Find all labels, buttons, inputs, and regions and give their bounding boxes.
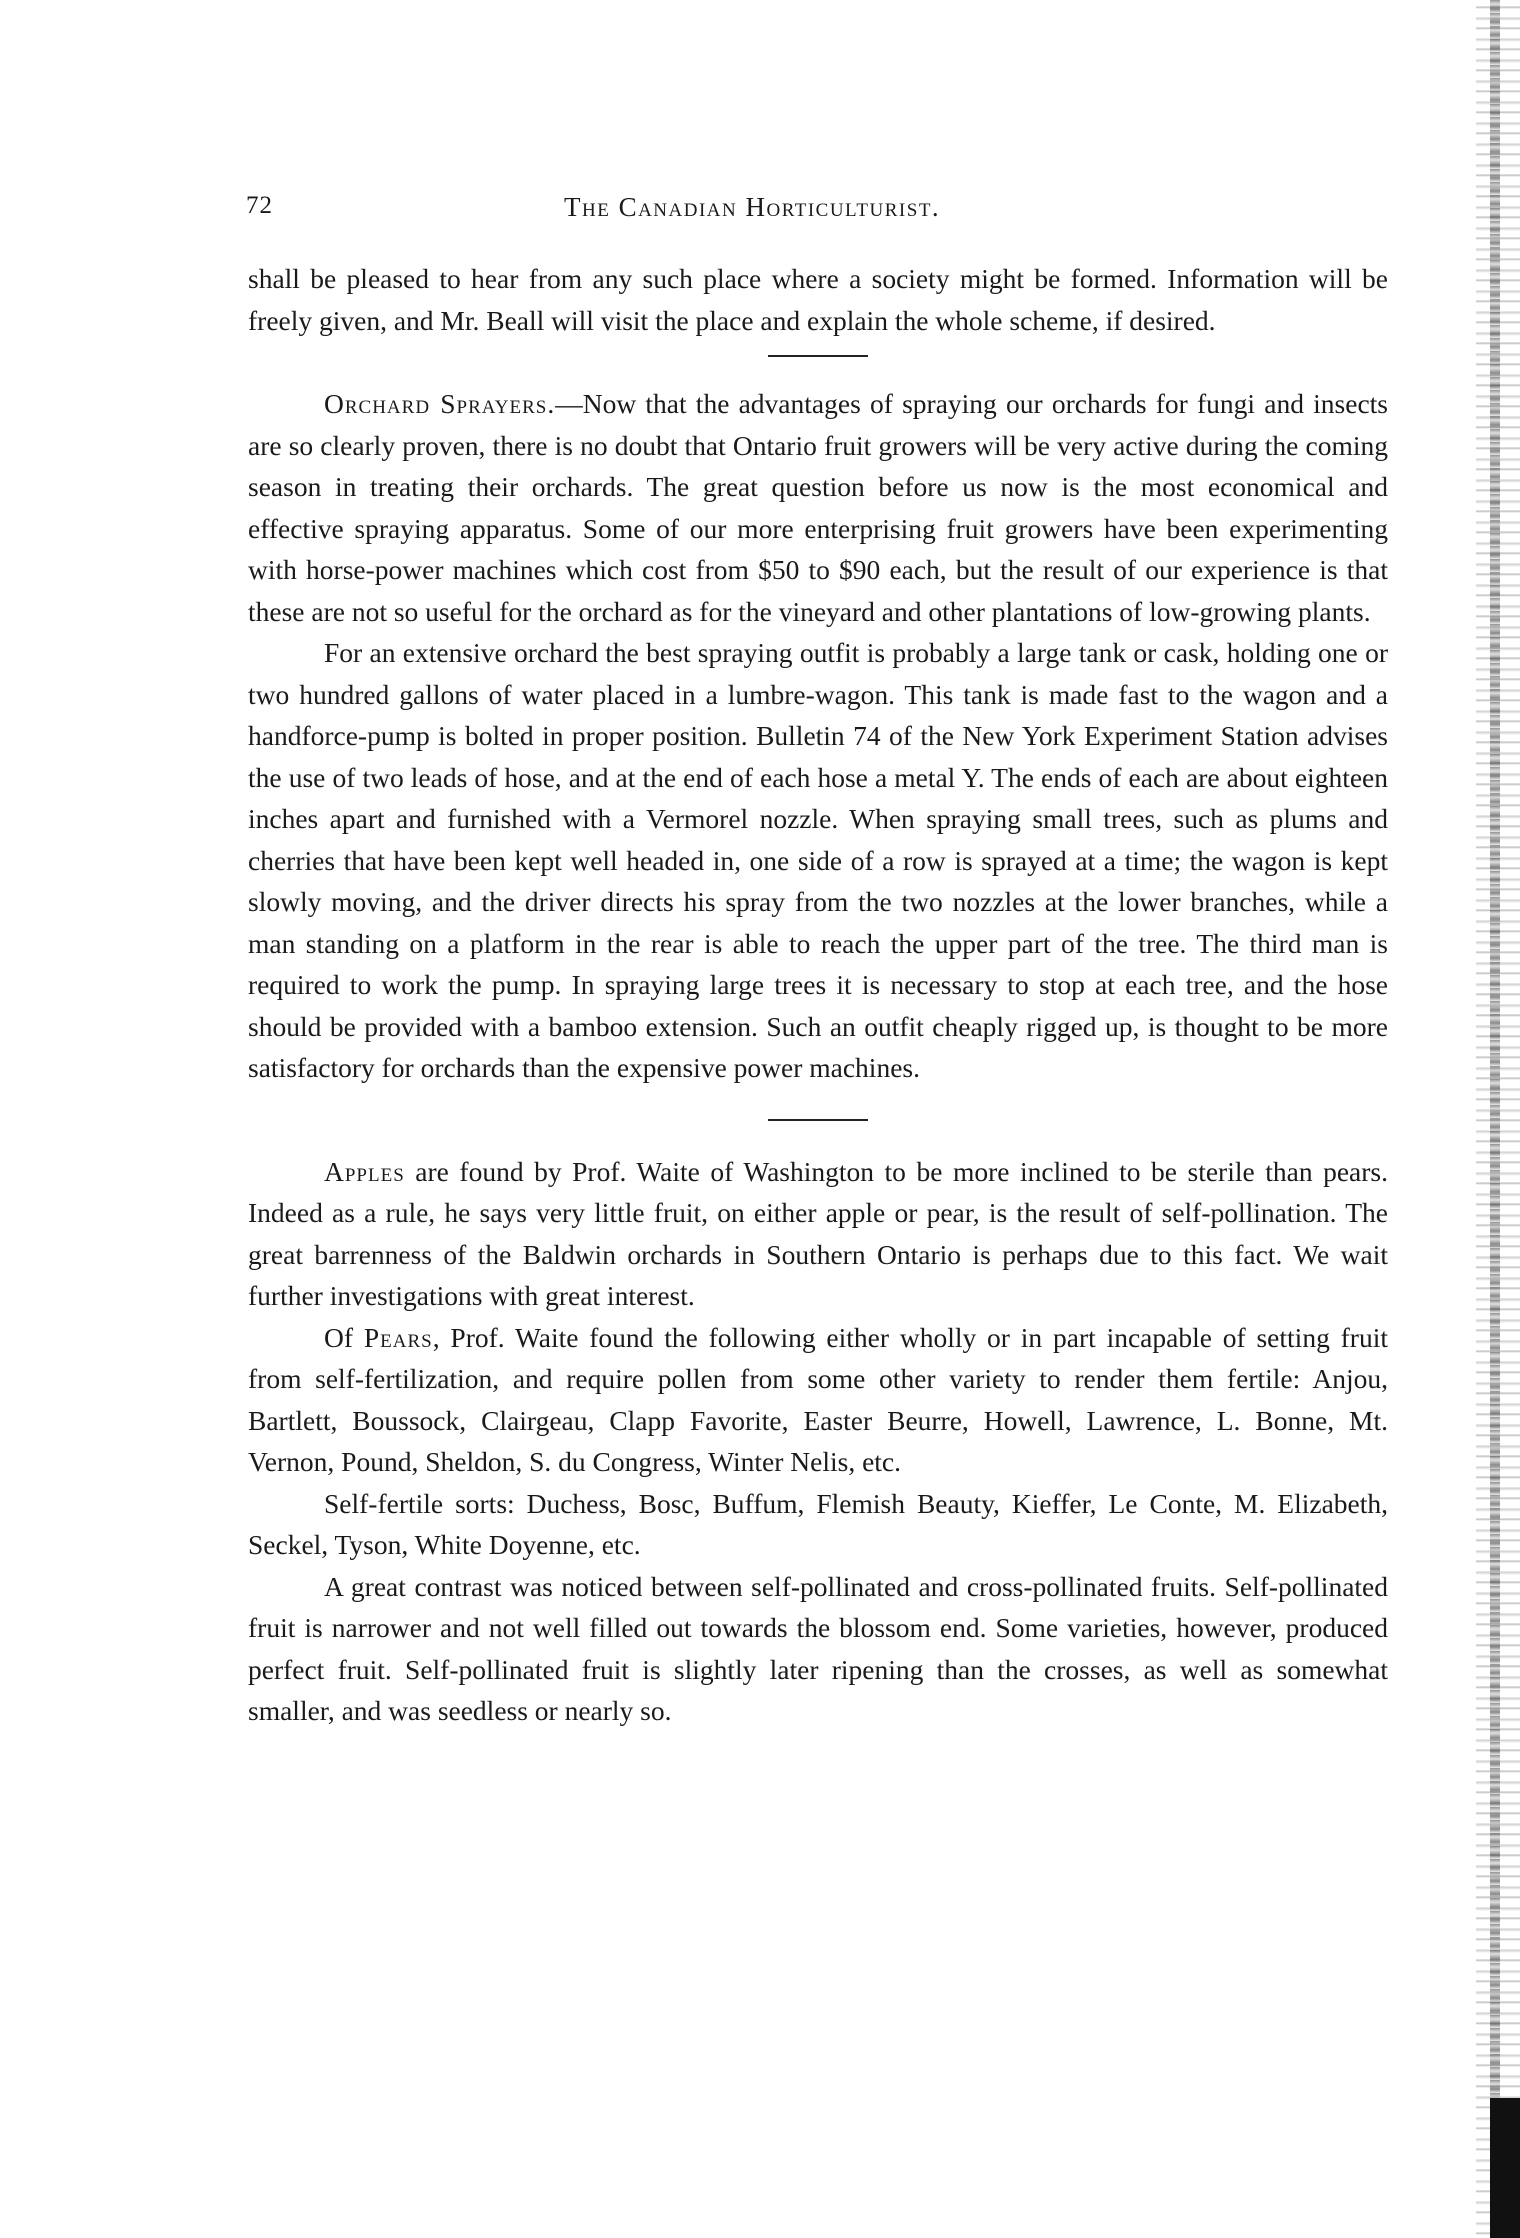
section-lead-pears: Pears [363, 1321, 433, 1353]
paragraph-text: —Now that the advantages of spraying our orchards for fungi and insects are so clearly proven, there is no doubt that Ontario fruit growers will be very active during the coming season in treating their orchards. The great question before us now is the most economical and effective spraying apparatus. Some of our more enterprising fruit growers have been experimenting with horse-power machines which cost from $50 to $90 each, but the result of our experience is that these are not so useful for the orchard as for the vineyard and other plantations of low-growing plants. [248, 388, 1388, 627]
paragraph-apples [248, 1151, 1388, 1317]
paragraph-pears [248, 1317, 1388, 1483]
article-body [248, 258, 1388, 1732]
paragraph-text: , Prof. Waite found the following either wholly or in part incapable of setting fruit from self-fertilization, and require pollen from some other variety to render them fertile: Anjou, Bartlett, Boussock, Clairgeau, Clapp Favorite, Easter Beurre, Howell, Lawrence, L. Bonne, Mt. Vernon, Pound, Sheldon, S. du Congress, Winter Nelis, etc. [248, 1321, 1388, 1477]
section-lead-apples: Apples [324, 1155, 405, 1187]
paragraph-spraying-outfit: For an extensive orchard the best spraying outfit is probably a large tank or cask, holding one or two hundred gallons of water placed in a lumbre-wagon. This tank is made fast to the wagon and a handforce-pump is bolted in proper position. Bulletin 74 of the New York Experiment Station advises the use of two leads of hose, and at the end of each hose a metal Y. The ends of each are about eighteen inches apart and furnished with a Vermorel nozzle. When spraying small trees, such as plums and cherries that have been kept well headed in, one side of a row is sprayed at a time; the wagon is kept slowly moving, and the driver directs his spray from the two nozzles at the lower branches, while a man standing on a platform in the rear is able to reach the upper part of the tree. The third man is required to work the pump. In spraying large trees it is necessary to stop at each tree, and the hose should be provided with a bamboo extension. Such an outfit cheaply rigged up, is thought to be more satisfactory for orchards than the expensive power machines. [248, 637, 1388, 1083]
section-divider [768, 1119, 868, 1121]
page-number: 72 [246, 192, 273, 219]
running-title: The Canadian Horticulturist. [564, 192, 941, 222]
paragraph-contrast: A great contrast was noticed between self-pollinated and cross-pollinated fruits. Self-pollinated fruit is narrower and not well filled out towards the blossom end. Some varieties, however, produced perfect fruit. Self-pollinated fruit is slightly later ripening than the crosses, as well as somewhat smaller, and was seedless or nearly so. [248, 1570, 1388, 1726]
paragraph-text: Of [324, 1321, 364, 1353]
page-header [246, 192, 1366, 232]
scan-edge-artifact [1476, 0, 1520, 2238]
paragraph-text: are found by Prof. Waite of Washington to be more inclined to be sterile than pears. Indeed as a rule, he says very little fruit, on either apple or pear, is the result of self-pollination. The great barrenness of the Baldwin orchards in Southern Ontario is perhaps due to this fact. We wait further investigations with great interest. [248, 1155, 1388, 1311]
paragraph-orchard-sprayers [248, 383, 1388, 632]
paragraph-continuation: shall be pleased to hear from any such place where a society might be formed. Information will be freely given, and Mr. Beall will visit the place and explain the whole scheme, if desired. [248, 263, 1388, 336]
section-lead-orchard-sprayers: Orchard Sprayers. [324, 388, 556, 419]
paragraph-self-fertile: Self-fertile sorts: Duchess, Bosc, Buffum, Flemish Beauty, Kieffer, Le Conte, M. Elizabeth, Seckel, Tyson, White Doyenne, etc. [248, 1487, 1388, 1560]
section-divider [768, 355, 868, 357]
